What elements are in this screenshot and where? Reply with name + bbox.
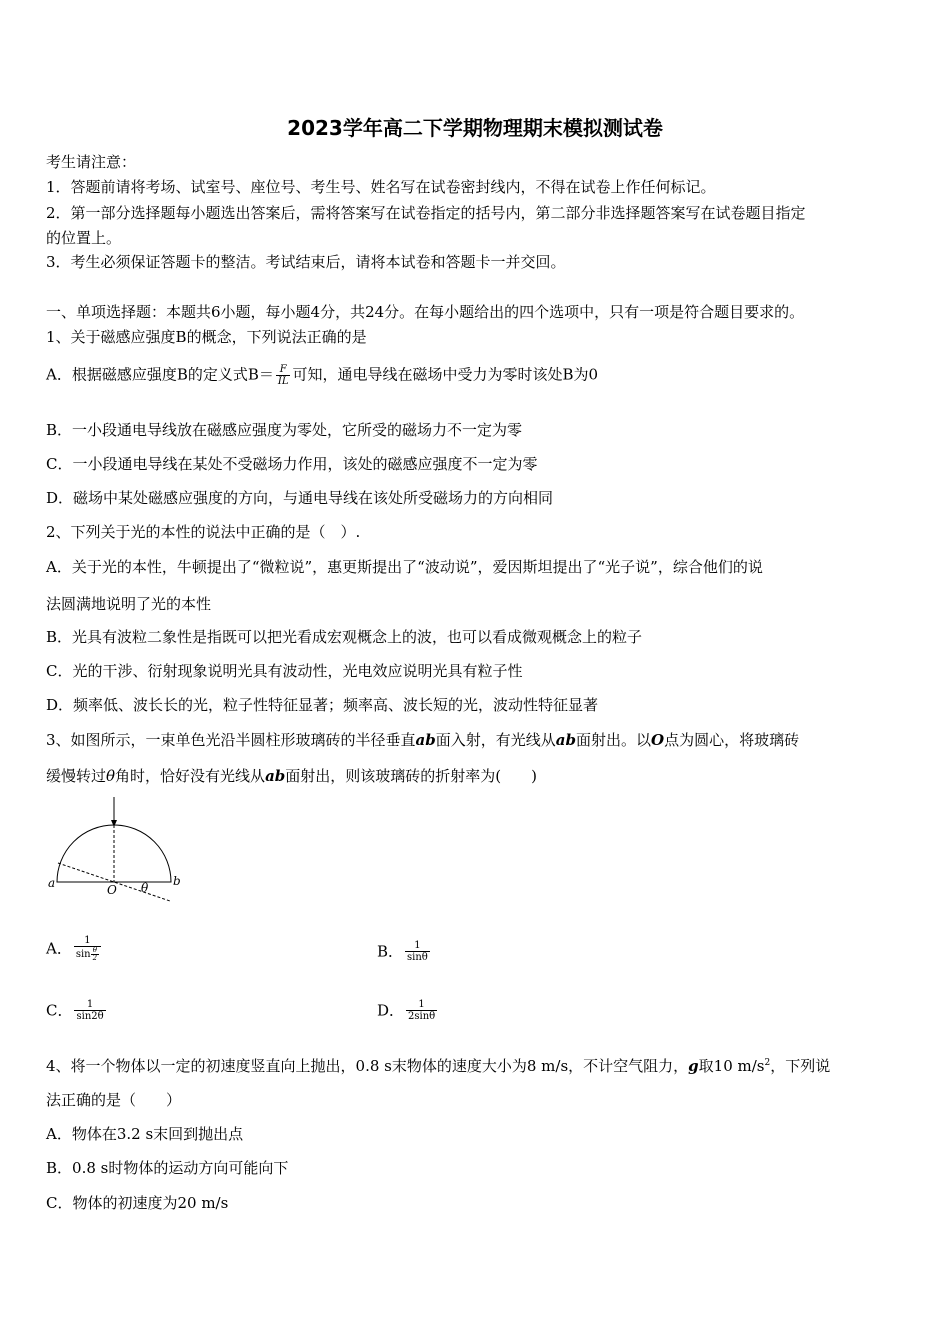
q1-option-a-post: 可知，通电导线在磁场中受力为零时该处B为0 <box>292 365 599 384</box>
q3-option-c <box>46 999 108 1022</box>
q2-option-d: D．频率低、波长长的光，粒子性特征显著；频率高、波长短的光，波动性特征显著 <box>46 696 599 714</box>
notice-item-3: 3．考生必须保证答题卡的整洁。考试结束后，请将本试卷和答题卡一并交回。 <box>46 253 566 271</box>
q2-stem: 2、下列关于光的本性的说法中正确的是（ ）. <box>46 523 361 541</box>
q1-stem: 1、关于磁感应强度B的概念，下列说法正确的是 <box>46 328 367 346</box>
frac-den: sinθ <box>407 952 428 963</box>
q4-superscript: 2 <box>764 1058 771 1068</box>
frac-num: 1 <box>84 935 91 946</box>
q3-O: O <box>651 731 665 749</box>
notice-heading: 考生请注意： <box>46 153 137 171</box>
q1-option-c: C．一小段通电导线在某处不受磁场力作用，该处的磁感应强度不一定为零 <box>46 455 538 473</box>
q4-text: ，下列说 <box>770 1057 831 1075</box>
q3-text: 面射出。以 <box>576 731 652 749</box>
q3-text: 角时，恰好没有光线从 <box>115 767 266 785</box>
q3-option-c-label: C． <box>46 1001 73 1020</box>
page-title: 2023学年高二下学期物理期末模拟测试卷 <box>287 116 663 140</box>
notice-item-2: 2．第一部分选择题每小题选出答案后，需将答案写在试卷指定的括号内，第二部分非选择题答案写在试卷题目指定 <box>46 204 806 222</box>
q3-text: 3、如图所示，一束单色光沿半圆柱形玻璃砖的半径垂直 <box>46 731 416 749</box>
figure-label-O: O <box>107 883 117 897</box>
q4-g: g <box>688 1057 699 1075</box>
q3-theta: θ <box>106 767 116 785</box>
q3-semicircle-figure <box>44 795 184 905</box>
frac-den: sin2θ <box>76 1011 104 1022</box>
q4-option-a: A．物体在3.2 s末回到抛出点 <box>46 1125 244 1143</box>
q3-option-b-label: B． <box>377 942 404 961</box>
q1-formula-fraction <box>276 364 291 387</box>
q3-text: 面入射，有光线从 <box>435 731 556 749</box>
q4-text: 4、将一个物体以一定的初速度竖直向上抛出，0.8 s末物体的速度大小为8 m/s，不计空气阻力， <box>46 1057 689 1075</box>
q3-option-b <box>377 940 432 963</box>
q4-option-b: B．0.8 s时物体的运动方向可能向下 <box>46 1159 289 1177</box>
q3-option-b-fraction <box>405 940 430 963</box>
q2-option-a-cont: 法圆满地说明了光的本性 <box>46 595 212 613</box>
half-theta-den: 2 <box>92 954 98 962</box>
q1-option-a-pre: A．根据磁感应强度B的定义式B＝ <box>46 365 274 384</box>
q2-option-b: B．光具有波粒二象性是指既可以把光看成宏观概念上的波，也可以看成微观概念上的粒子 <box>46 628 643 646</box>
notice-item-2-cont: 的位置上。 <box>46 229 122 247</box>
half-theta-fraction <box>91 947 99 962</box>
q3-option-d-fraction <box>406 999 437 1022</box>
q3-ab: ab <box>415 731 436 749</box>
q2-option-a: A．关于光的本性，牛顿提出了“微粒说”，惠更斯提出了“波动说”，爱因斯坦提出了“光子说”，综合他们的说 <box>46 558 763 576</box>
q3-text: 缓慢转过 <box>46 767 107 785</box>
q3-ab: ab <box>265 767 286 785</box>
q3-stem-line-2 <box>46 766 537 786</box>
q3-option-a <box>46 935 103 962</box>
q3-option-a-label: A． <box>46 939 72 958</box>
q3-text: 面射出，则该玻璃砖的折射率为( ) <box>285 767 537 785</box>
q3-stem-line-1 <box>46 730 799 750</box>
figure-label-a: a <box>48 876 56 890</box>
q4-text: 取10 m/s <box>698 1057 765 1075</box>
q1-frac-num: F <box>279 364 287 375</box>
q4-stem-line-1 <box>46 1053 830 1076</box>
frac-num: 1 <box>86 999 94 1010</box>
figure-label-b: b <box>173 874 181 888</box>
section-heading: 一、单项选择题：本题共6小题，每小题4分，共24分。在每小题给出的四个选项中，只有一项是符合题目要求的。 <box>46 303 805 321</box>
q3-ab: ab <box>555 731 576 749</box>
q1-option-a <box>46 364 598 387</box>
frac-den-sin: sin <box>75 949 91 960</box>
frac-num: 1 <box>414 940 421 951</box>
glass-semicircle <box>57 825 171 882</box>
frac-den: 2sinθ <box>408 1011 436 1022</box>
q3-option-d <box>377 999 439 1022</box>
frac-den <box>74 946 101 962</box>
q3-text: 点为圆心，将玻璃砖 <box>664 731 800 749</box>
figure-label-theta: θ <box>141 881 149 895</box>
half-theta-num: θ <box>92 946 97 954</box>
notice-item-1: 1．答题前请将考场、试室号、座位号、考生号、姓名写在试卷密封线内，不得在试卷上作任何标记。 <box>46 178 716 196</box>
q2-option-c: C．光的干涉、衍射现象说明光具有波动性，光电效应说明光具有粒子性 <box>46 662 523 680</box>
frac-num: 1 <box>418 999 425 1010</box>
q1-frac-den: IL <box>277 376 289 387</box>
q3-option-a-fraction <box>74 935 101 962</box>
q3-option-c-fraction <box>74 999 105 1022</box>
q4-option-c: C．物体的初速度为20 m/s <box>46 1194 229 1212</box>
q1-option-d: D．磁场中某处磁感应强度的方向，与通电导线在该处所受磁场力的方向相同 <box>46 489 554 507</box>
q4-stem-line-2: 法正确的是（ ） <box>46 1091 182 1109</box>
q1-option-b: B．一小段通电导线放在磁感应强度为零处，它所受的磁场力不一定为零 <box>46 421 523 439</box>
q3-option-d-label: D． <box>377 1001 405 1020</box>
